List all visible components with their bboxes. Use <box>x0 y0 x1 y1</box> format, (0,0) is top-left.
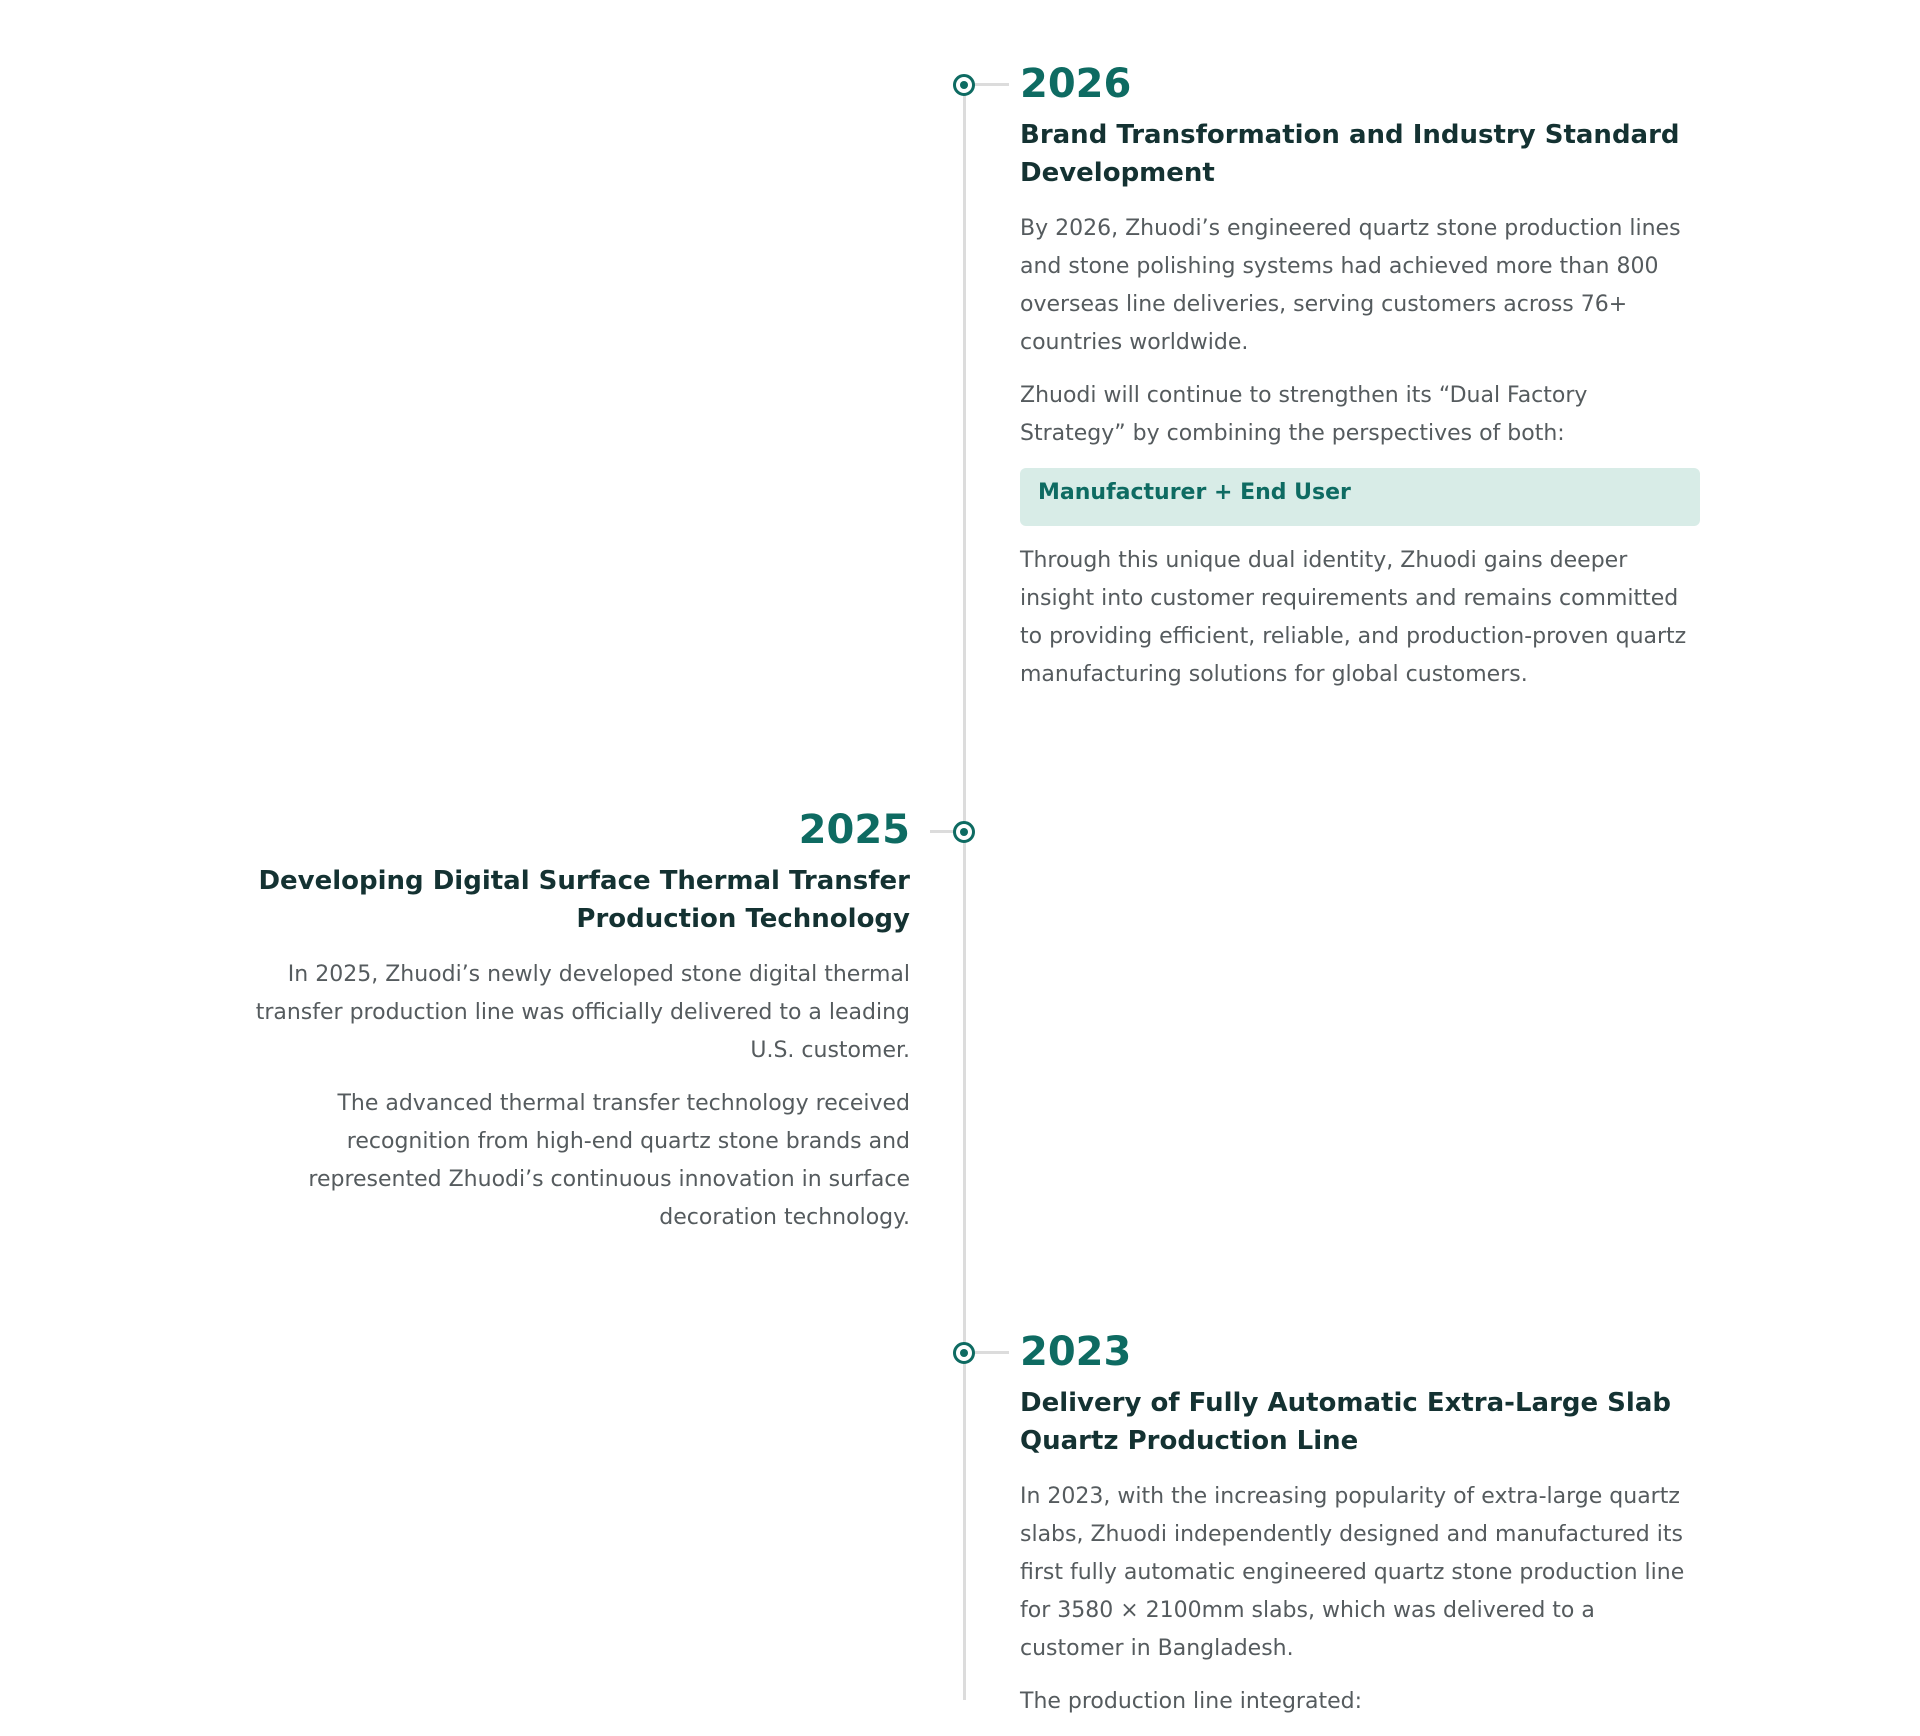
timeline-marker-icon <box>953 821 975 843</box>
entry-heading: Brand Transformation and Industry Standard Development <box>1020 120 1680 188</box>
timeline-marker-icon <box>953 1342 975 1364</box>
entry-heading: Delivery of Fully Automatic Extra-Large Slab Quartz Production Line <box>1020 1388 1671 1456</box>
highlight-text: Manufacturer + End User <box>1038 480 1351 505</box>
entry-paragraph: In 2023, with the increasing popularity of extra-large quartz slabs, Zhuodi independently designed and manufactured its first fully automatic engineered quartz stone production line for 3580 × 2100mm slabs, which was delivered to a customer in Bangladesh. <box>1020 1484 1685 1661</box>
timeline-spine <box>963 84 966 1700</box>
timeline-entry-2023 <box>1020 1330 1700 1736</box>
timeline-entry-2025 <box>230 808 910 1252</box>
entry-paragraph: In 2025, Zhuodi’s newly developed stone digital thermal transfer production line was officially delivered to a leading U.S. customer. <box>255 962 910 1063</box>
highlight-box <box>1020 468 1700 526</box>
timeline-entry-2026 <box>1020 62 1700 709</box>
entry-heading: Developing Digital Surface Thermal Transfer Production Technology <box>258 866 910 934</box>
entry-year: 2026 <box>1020 61 1132 107</box>
entry-year: 2025 <box>798 807 910 853</box>
entry-paragraph: The production line integrated: <box>1020 1689 1362 1714</box>
timeline-marker-icon <box>953 74 975 96</box>
entry-paragraph: Through this unique dual identity, Zhuodi gains deeper insight into customer requirements and remains committed to providing efficient, reliable, and production-proven quartz manufacturing solutions for global customers. <box>1020 548 1687 687</box>
timeline-connector <box>975 83 1009 86</box>
entry-year: 2023 <box>1020 1329 1132 1375</box>
entry-paragraph: Zhuodi will continue to strengthen its “Dual Factory Strategy” by combining the perspectives of both: <box>1020 383 1588 446</box>
entry-paragraph: By 2026, Zhuodi’s engineered quartz stone production lines and stone polishing systems had achieved more than 800 overseas line deliveries, serving customers across 76+ countries worldwide. <box>1020 216 1681 355</box>
timeline-connector <box>975 1351 1009 1354</box>
entry-paragraph: The advanced thermal transfer technology received recognition from high-end quartz stone brands and represented Zhuodi’s continuous innovation in surface decoration technology. <box>308 1091 910 1230</box>
